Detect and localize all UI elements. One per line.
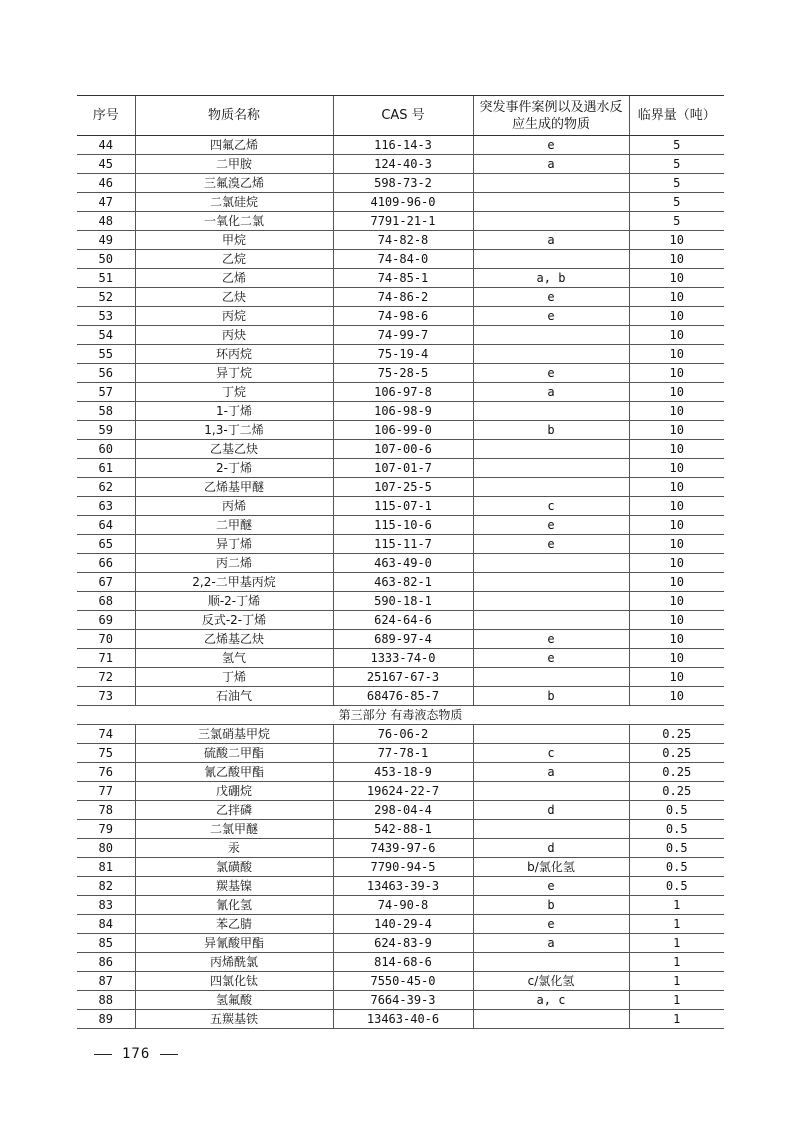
- page-number: 176: [122, 1046, 151, 1062]
- row-index: 85: [77, 934, 135, 953]
- threshold-tons: 10: [629, 497, 724, 516]
- cas-number: 107-25-5: [333, 478, 473, 497]
- table-row: [77, 440, 724, 459]
- threshold-tons: 10: [629, 516, 724, 535]
- table-row: [77, 1010, 724, 1029]
- threshold-tons: 10: [629, 687, 724, 706]
- threshold-tons: 10: [629, 459, 724, 478]
- threshold-tons: 1: [629, 915, 724, 934]
- substance-name: 异丁烷: [135, 364, 333, 383]
- event-code: [473, 554, 629, 573]
- substance-name: 四氟乙烯: [135, 136, 333, 155]
- table-row: [77, 155, 724, 174]
- table-row: [77, 934, 724, 953]
- cas-number: 124-40-3: [333, 155, 473, 174]
- event-code: a: [473, 231, 629, 250]
- cas-number: 75-19-4: [333, 345, 473, 364]
- event-code: a: [473, 383, 629, 402]
- row-index: 69: [77, 611, 135, 630]
- substance-name: 丁烯: [135, 668, 333, 687]
- substance-name: 乙拌磷: [135, 801, 333, 820]
- event-code: e: [473, 649, 629, 668]
- cas-number: 107-01-7: [333, 459, 473, 478]
- table-row: [77, 839, 724, 858]
- row-index: 63: [77, 497, 135, 516]
- event-code: a, b: [473, 269, 629, 288]
- event-code: [473, 820, 629, 839]
- row-index: 62: [77, 478, 135, 497]
- footer-dash-left: [94, 1054, 112, 1055]
- row-index: 70: [77, 630, 135, 649]
- threshold-tons: 10: [629, 288, 724, 307]
- threshold-tons: 0.25: [629, 782, 724, 801]
- threshold-tons: 10: [629, 269, 724, 288]
- table-row: [77, 668, 724, 687]
- row-index: 64: [77, 516, 135, 535]
- cas-number: 74-90-8: [333, 896, 473, 915]
- row-index: 48: [77, 212, 135, 231]
- substance-name: 1-丁烯: [135, 402, 333, 421]
- row-index: 57: [77, 383, 135, 402]
- cas-number: 624-83-9: [333, 934, 473, 953]
- cas-number: 25167-67-3: [333, 668, 473, 687]
- cas-number: 13463-39-3: [333, 877, 473, 896]
- hazardous-substance-table: [77, 95, 724, 1029]
- event-code: e: [473, 535, 629, 554]
- row-index: 52: [77, 288, 135, 307]
- row-index: 51: [77, 269, 135, 288]
- substance-name: 三氯硝基甲烷: [135, 725, 333, 744]
- table-row: [77, 554, 724, 573]
- threshold-tons: 10: [629, 630, 724, 649]
- substance-name: 异丁烯: [135, 535, 333, 554]
- table-row: [77, 478, 724, 497]
- table-row: [77, 782, 724, 801]
- row-index: 89: [77, 1010, 135, 1029]
- row-index: 87: [77, 972, 135, 991]
- substance-name: 2-丁烯: [135, 459, 333, 478]
- row-index: 81: [77, 858, 135, 877]
- threshold-tons: 10: [629, 440, 724, 459]
- cas-number: 590-18-1: [333, 592, 473, 611]
- cas-number: 13463-40-6: [333, 1010, 473, 1029]
- row-index: 74: [77, 725, 135, 744]
- cas-number: 7439-97-6: [333, 839, 473, 858]
- substance-name: 2,2-二甲基丙烷: [135, 573, 333, 592]
- header-cas-number: CAS 号: [333, 96, 473, 136]
- substance-name: 氰乙酸甲酯: [135, 763, 333, 782]
- event-code: e: [473, 364, 629, 383]
- table-row: [77, 250, 724, 269]
- threshold-tons: 5: [629, 155, 724, 174]
- cas-number: 19624-22-7: [333, 782, 473, 801]
- substance-name: 甲烷: [135, 231, 333, 250]
- cas-number: 542-88-1: [333, 820, 473, 839]
- row-index: 83: [77, 896, 135, 915]
- row-index: 58: [77, 402, 135, 421]
- row-index: 53: [77, 307, 135, 326]
- table-row: [77, 402, 724, 421]
- cas-number: 106-97-8: [333, 383, 473, 402]
- table-row: [77, 497, 724, 516]
- header-events: 突发事件案例以及遇水反应生成的物质: [473, 96, 629, 136]
- event-code: e: [473, 915, 629, 934]
- threshold-tons: 1: [629, 953, 724, 972]
- table-row: [77, 269, 724, 288]
- threshold-tons: 1: [629, 972, 724, 991]
- substance-name: 环丙烷: [135, 345, 333, 364]
- row-index: 82: [77, 877, 135, 896]
- threshold-tons: 10: [629, 231, 724, 250]
- event-code: [473, 402, 629, 421]
- event-code: c: [473, 497, 629, 516]
- row-index: 84: [77, 915, 135, 934]
- row-index: 56: [77, 364, 135, 383]
- page-footer: [84, 1046, 188, 1062]
- cas-number: 115-10-6: [333, 516, 473, 535]
- table-row: [77, 649, 724, 668]
- cas-number: 7791-21-1: [333, 212, 473, 231]
- threshold-tons: 10: [629, 250, 724, 269]
- threshold-tons: 1: [629, 896, 724, 915]
- event-code: a: [473, 763, 629, 782]
- substance-name: 丙烯酰氯: [135, 953, 333, 972]
- table-row: [77, 326, 724, 345]
- threshold-tons: 0.25: [629, 725, 724, 744]
- row-index: 68: [77, 592, 135, 611]
- substance-name: 二甲醚: [135, 516, 333, 535]
- threshold-tons: 10: [629, 478, 724, 497]
- row-index: 61: [77, 459, 135, 478]
- threshold-tons: 1: [629, 991, 724, 1010]
- cas-number: 106-98-9: [333, 402, 473, 421]
- table-row: [77, 991, 724, 1010]
- cas-number: 74-86-2: [333, 288, 473, 307]
- cas-number: 298-04-4: [333, 801, 473, 820]
- threshold-tons: 10: [629, 535, 724, 554]
- cas-number: 115-11-7: [333, 535, 473, 554]
- event-code: [473, 440, 629, 459]
- row-index: 77: [77, 782, 135, 801]
- event-code: e: [473, 630, 629, 649]
- event-code: e: [473, 516, 629, 535]
- row-index: 66: [77, 554, 135, 573]
- row-index: 60: [77, 440, 135, 459]
- cas-number: 76-06-2: [333, 725, 473, 744]
- table-row: [77, 136, 724, 155]
- cas-number: 74-85-1: [333, 269, 473, 288]
- threshold-tons: 10: [629, 592, 724, 611]
- table-row: [77, 630, 724, 649]
- cas-number: 74-98-6: [333, 307, 473, 326]
- event-code: [473, 573, 629, 592]
- event-code: [473, 459, 629, 478]
- table-row: [77, 725, 724, 744]
- substance-name: 氢氟酸: [135, 991, 333, 1010]
- threshold-tons: 0.5: [629, 820, 724, 839]
- table-row: [77, 516, 724, 535]
- table-row: [77, 231, 724, 250]
- event-code: a: [473, 934, 629, 953]
- substance-name: 二氯硅烷: [135, 193, 333, 212]
- event-code: [473, 326, 629, 345]
- event-code: [473, 611, 629, 630]
- threshold-tons: 5: [629, 193, 724, 212]
- cas-number: 116-14-3: [333, 136, 473, 155]
- cas-number: 598-73-2: [333, 174, 473, 193]
- table-row: [77, 174, 724, 193]
- table-row: [77, 896, 724, 915]
- substance-name: 异氰酸甲酯: [135, 934, 333, 953]
- row-index: 47: [77, 193, 135, 212]
- table-row: [77, 687, 724, 706]
- cas-number: 77-78-1: [333, 744, 473, 763]
- row-index: 72: [77, 668, 135, 687]
- row-index: 44: [77, 136, 135, 155]
- substance-name: 丙烯: [135, 497, 333, 516]
- table-row: [77, 858, 724, 877]
- substance-name: 乙炔: [135, 288, 333, 307]
- substance-name: 硫酸二甲酯: [135, 744, 333, 763]
- threshold-tons: 0.5: [629, 839, 724, 858]
- event-code: [473, 725, 629, 744]
- event-code: b: [473, 896, 629, 915]
- table-row: [77, 573, 724, 592]
- threshold-tons: 10: [629, 345, 724, 364]
- substance-name: 1,3-丁二烯: [135, 421, 333, 440]
- threshold-tons: 10: [629, 611, 724, 630]
- threshold-tons: 10: [629, 573, 724, 592]
- table-row: [77, 744, 724, 763]
- row-index: 86: [77, 953, 135, 972]
- event-code: b/氯化氢: [473, 858, 629, 877]
- table-header-row: [77, 96, 724, 136]
- cas-number: 75-28-5: [333, 364, 473, 383]
- event-code: e: [473, 307, 629, 326]
- threshold-tons: 10: [629, 307, 724, 326]
- event-code: c/氯化氢: [473, 972, 629, 991]
- substance-name: 乙烯: [135, 269, 333, 288]
- threshold-tons: 0.25: [629, 763, 724, 782]
- table-row: [77, 953, 724, 972]
- event-code: e: [473, 877, 629, 896]
- substance-name: 丙二烯: [135, 554, 333, 573]
- threshold-tons: 5: [629, 174, 724, 193]
- table-body: [77, 136, 724, 1029]
- row-index: 55: [77, 345, 135, 364]
- row-index: 49: [77, 231, 135, 250]
- row-index: 78: [77, 801, 135, 820]
- table-row: [77, 801, 724, 820]
- substance-name: 乙烯基乙炔: [135, 630, 333, 649]
- row-index: 80: [77, 839, 135, 858]
- row-index: 88: [77, 991, 135, 1010]
- cas-number: 74-99-7: [333, 326, 473, 345]
- cas-number: 453-18-9: [333, 763, 473, 782]
- substance-name: 羰基镍: [135, 877, 333, 896]
- cas-number: 68476-85-7: [333, 687, 473, 706]
- header-index: 序号: [77, 96, 135, 136]
- table-row: [77, 421, 724, 440]
- substance-name: 戊硼烷: [135, 782, 333, 801]
- threshold-tons: 0.5: [629, 877, 724, 896]
- table-row: [77, 535, 724, 554]
- substance-name: 乙烷: [135, 250, 333, 269]
- substance-name: 氯磺酸: [135, 858, 333, 877]
- footer-dash-right: [160, 1054, 178, 1055]
- table-row: [77, 288, 724, 307]
- table-row: [77, 307, 724, 326]
- substance-name: 乙烯基甲醚: [135, 478, 333, 497]
- row-index: 76: [77, 763, 135, 782]
- event-code: [473, 953, 629, 972]
- cas-number: 4109-96-0: [333, 193, 473, 212]
- table-row: [77, 915, 724, 934]
- threshold-tons: 5: [629, 136, 724, 155]
- event-code: e: [473, 288, 629, 307]
- table-row: [77, 877, 724, 896]
- event-code: [473, 174, 629, 193]
- section-header-row: [77, 706, 724, 725]
- event-code: d: [473, 801, 629, 820]
- substance-name: 氰化氢: [135, 896, 333, 915]
- event-code: [473, 193, 629, 212]
- table-row: [77, 611, 724, 630]
- event-code: d: [473, 839, 629, 858]
- event-code: [473, 478, 629, 497]
- row-index: 54: [77, 326, 135, 345]
- substance-name: 丙烷: [135, 307, 333, 326]
- event-code: c: [473, 744, 629, 763]
- event-code: [473, 1010, 629, 1029]
- substance-name: 二甲胺: [135, 155, 333, 174]
- threshold-tons: 0.5: [629, 858, 724, 877]
- threshold-tons: 5: [629, 212, 724, 231]
- substance-name: 丙炔: [135, 326, 333, 345]
- substance-name: 五羰基铁: [135, 1010, 333, 1029]
- table-row: [77, 820, 724, 839]
- threshold-tons: 10: [629, 326, 724, 345]
- threshold-tons: 10: [629, 421, 724, 440]
- cas-number: 74-84-0: [333, 250, 473, 269]
- substance-name: 一氧化二氯: [135, 212, 333, 231]
- event-code: a, c: [473, 991, 629, 1010]
- threshold-tons: 0.5: [629, 801, 724, 820]
- substance-name: 汞: [135, 839, 333, 858]
- row-index: 73: [77, 687, 135, 706]
- cas-number: 140-29-4: [333, 915, 473, 934]
- row-index: 46: [77, 174, 135, 193]
- cas-number: 7664-39-3: [333, 991, 473, 1010]
- substance-name: 丁烷: [135, 383, 333, 402]
- event-code: [473, 668, 629, 687]
- event-code: [473, 782, 629, 801]
- cas-number: 107-00-6: [333, 440, 473, 459]
- cas-number: 7790-94-5: [333, 858, 473, 877]
- row-index: 71: [77, 649, 135, 668]
- threshold-tons: 10: [629, 668, 724, 687]
- table-row: [77, 763, 724, 782]
- row-index: 79: [77, 820, 135, 839]
- event-code: b: [473, 687, 629, 706]
- substance-name: 三氟溴乙烯: [135, 174, 333, 193]
- substance-name: 苯乙腈: [135, 915, 333, 934]
- event-code: [473, 250, 629, 269]
- table-row: [77, 364, 724, 383]
- cas-number: 106-99-0: [333, 421, 473, 440]
- event-code: b: [473, 421, 629, 440]
- section-title: 第三部分 有毒液态物质: [77, 706, 724, 725]
- event-code: e: [473, 136, 629, 155]
- table-row: [77, 459, 724, 478]
- substance-name: 乙基乙炔: [135, 440, 333, 459]
- event-code: [473, 345, 629, 364]
- table-row: [77, 345, 724, 364]
- substance-name: 石油气: [135, 687, 333, 706]
- header-substance-name: 物质名称: [135, 96, 333, 136]
- cas-number: 115-07-1: [333, 497, 473, 516]
- threshold-tons: 10: [629, 554, 724, 573]
- header-threshold: 临界量（吨）: [629, 96, 724, 136]
- threshold-tons: 0.25: [629, 744, 724, 763]
- row-index: 45: [77, 155, 135, 174]
- event-code: [473, 592, 629, 611]
- cas-number: 689-97-4: [333, 630, 473, 649]
- cas-number: 7550-45-0: [333, 972, 473, 991]
- substance-name: 顺-2-丁烯: [135, 592, 333, 611]
- cas-number: 463-49-0: [333, 554, 473, 573]
- row-index: 67: [77, 573, 135, 592]
- event-code: [473, 212, 629, 231]
- substance-name: 反式-2-丁烯: [135, 611, 333, 630]
- cas-number: 1333-74-0: [333, 649, 473, 668]
- table-row: [77, 383, 724, 402]
- threshold-tons: 1: [629, 934, 724, 953]
- cas-number: 463-82-1: [333, 573, 473, 592]
- substance-name: 二氯甲醚: [135, 820, 333, 839]
- table-row: [77, 212, 724, 231]
- threshold-tons: 10: [629, 402, 724, 421]
- row-index: 50: [77, 250, 135, 269]
- substance-name: 四氯化钛: [135, 972, 333, 991]
- cas-number: 74-82-8: [333, 231, 473, 250]
- event-code: a: [473, 155, 629, 174]
- table-row: [77, 972, 724, 991]
- table-row: [77, 193, 724, 212]
- cas-number: 814-68-6: [333, 953, 473, 972]
- threshold-tons: 10: [629, 649, 724, 668]
- table-row: [77, 592, 724, 611]
- cas-number: 624-64-6: [333, 611, 473, 630]
- row-index: 75: [77, 744, 135, 763]
- threshold-tons: 1: [629, 1010, 724, 1029]
- row-index: 59: [77, 421, 135, 440]
- row-index: 65: [77, 535, 135, 554]
- threshold-tons: 10: [629, 364, 724, 383]
- substance-name: 氢气: [135, 649, 333, 668]
- threshold-tons: 10: [629, 383, 724, 402]
